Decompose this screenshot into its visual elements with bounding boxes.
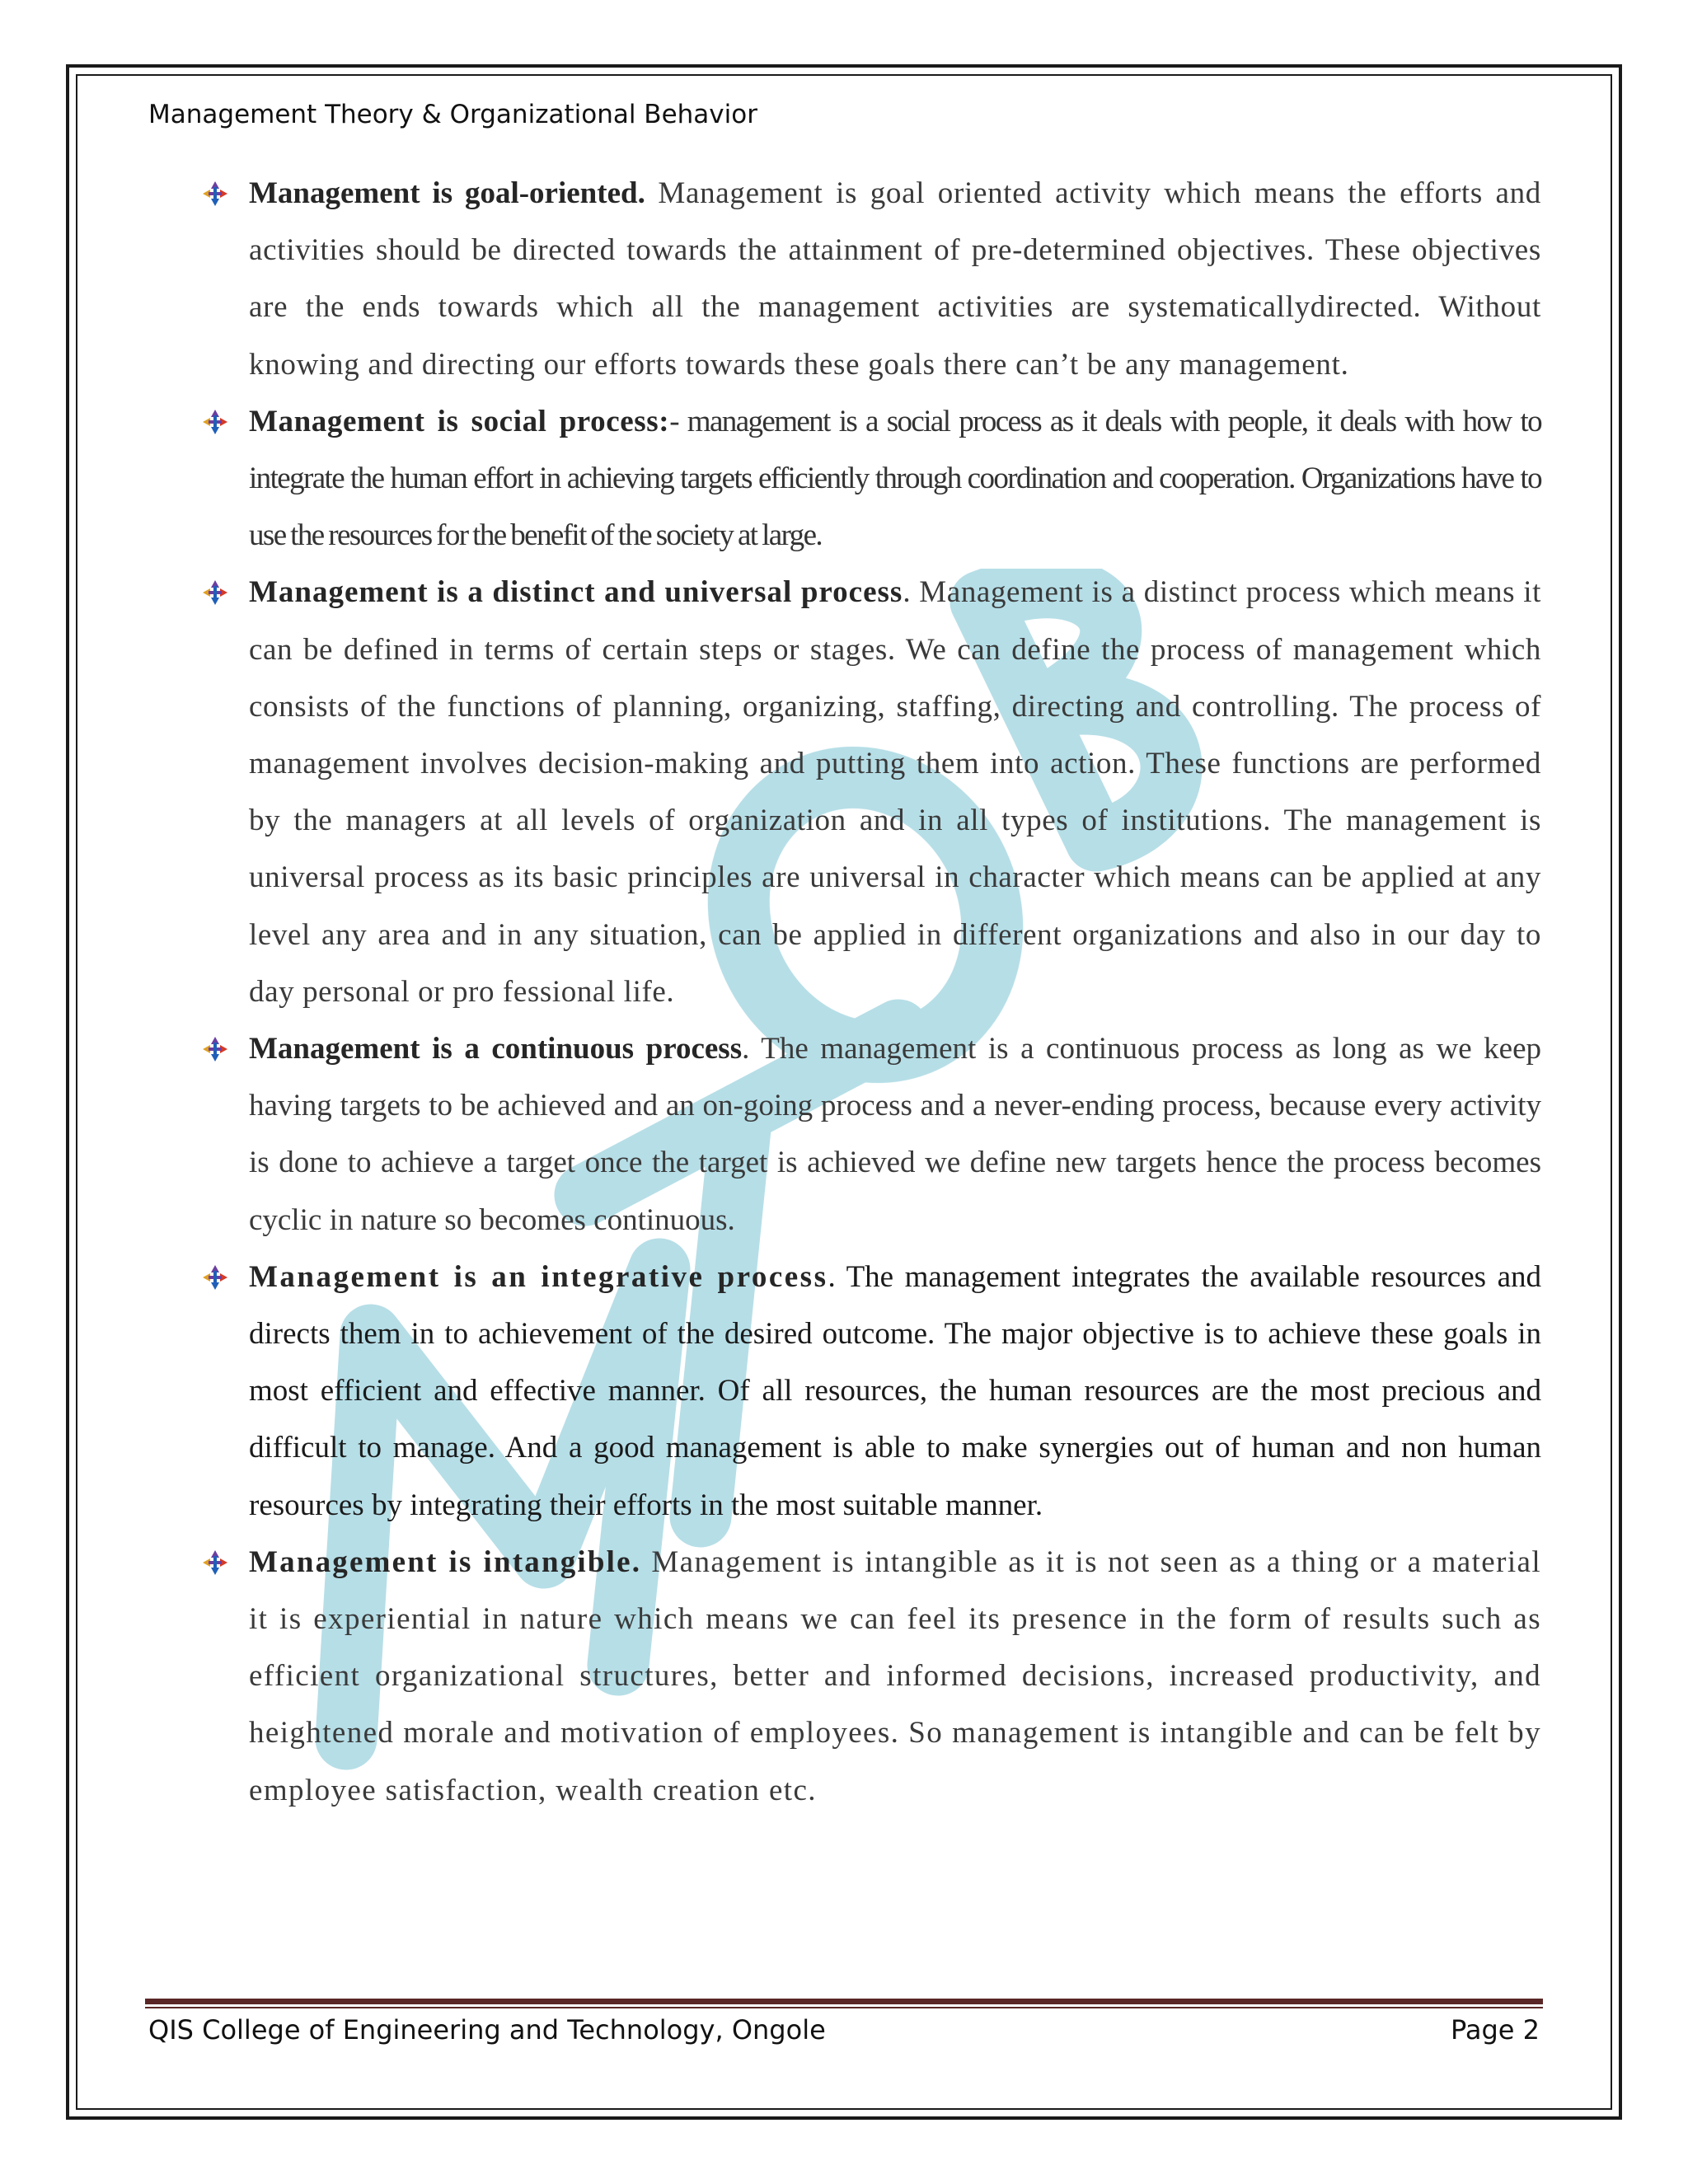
list-item	[191, 1020, 1541, 1249]
list-item	[191, 564, 1541, 1020]
footer-institution: QIS College of Engineering and Technology, Ongole	[148, 2014, 826, 2046]
item-title: Management is social process:	[249, 404, 670, 438]
list-item	[191, 1534, 1541, 1819]
page-header: Management Theory & Organizational Behavior	[148, 100, 757, 129]
item-body: . The management is a continuous process as long as we keep having targets to be achieved and an on-going process and a never-ending process, because every activity is done to achieve a target once the target is achieved we define new targets hence the process becomes cyclic in nature so becomes continuous.	[249, 1032, 1541, 1237]
footer-rule	[145, 1999, 1543, 2004]
four-arrow-bullet-icon	[201, 1549, 229, 1577]
footer-rule-thin	[145, 2007, 1543, 2008]
four-arrow-bullet-icon	[201, 180, 229, 208]
item-body: . The management integrates the available resources and directs them in to achievement of the desired outcome. The major objective is to achieve these goals in most efficient and effective manner. Of all resources, the human resources are the most precious and difficult to manage. And a good management is able to make synergies out of human and non human resources by integrating their efforts in the most suitable manner.	[249, 1259, 1541, 1522]
item-title: Management is intangible.	[249, 1544, 642, 1579]
item-body: Management is goal oriented activity which means the efforts and activities should be directed towards the attainment of pre-determined objectives. These objectives are the ends towards which all the management activities are systematicallydirected. Without knowing and directing our efforts towards these goals there can’t be any management.	[249, 176, 1542, 382]
item-body: Management is intangible as it is not seen as a thing or a material it is experiential in nature which means we can feel its presence in the form of results such as efficient organizational structures, better and informed decisions, increased productivity, and heightened morale and motivation of employees. So management is intangible and can be felt by employee satisfaction, wealth creation etc.	[249, 1544, 1542, 1807]
list-item	[191, 1249, 1541, 1534]
item-title: Management is a continuous process	[249, 1032, 743, 1066]
page-number: Page 2	[1451, 2014, 1540, 2046]
four-arrow-bullet-icon	[201, 579, 229, 607]
four-arrow-bullet-icon	[201, 1263, 229, 1291]
four-arrow-bullet-icon	[201, 408, 229, 436]
main-content	[191, 165, 1541, 1819]
item-title: Management is goal-oriented.	[249, 176, 645, 210]
item-title: Management is a distinct and universal process	[249, 575, 903, 610]
list-item	[191, 393, 1541, 565]
four-arrow-bullet-icon	[201, 1035, 229, 1063]
list-item	[191, 165, 1541, 393]
item-body: - management is a social process as it deals with people, it deals with how to integrate the human effort in achieving targets efficiently through coordination and cooperation. Organizations have to use the resources for the benefit of the society at large.	[249, 404, 1541, 553]
item-body: . Management is a distinct process which means it can be defined in terms of certain steps or stages. We can define the process of management which consists of the functions of planning, organizing, staffing, directing and controlling. The process of management involves decision-making and putting them into action. These functions are performed by the managers at all levels of organization and in all types of institutions. The management is universal process as its basic principles are universal in character which means can be applied at any level any area and in any situation, can be applied in different organizations and also in our day to day personal or pro fessional life.	[249, 575, 1542, 1009]
item-title: Management is an integrative process	[249, 1259, 828, 1294]
